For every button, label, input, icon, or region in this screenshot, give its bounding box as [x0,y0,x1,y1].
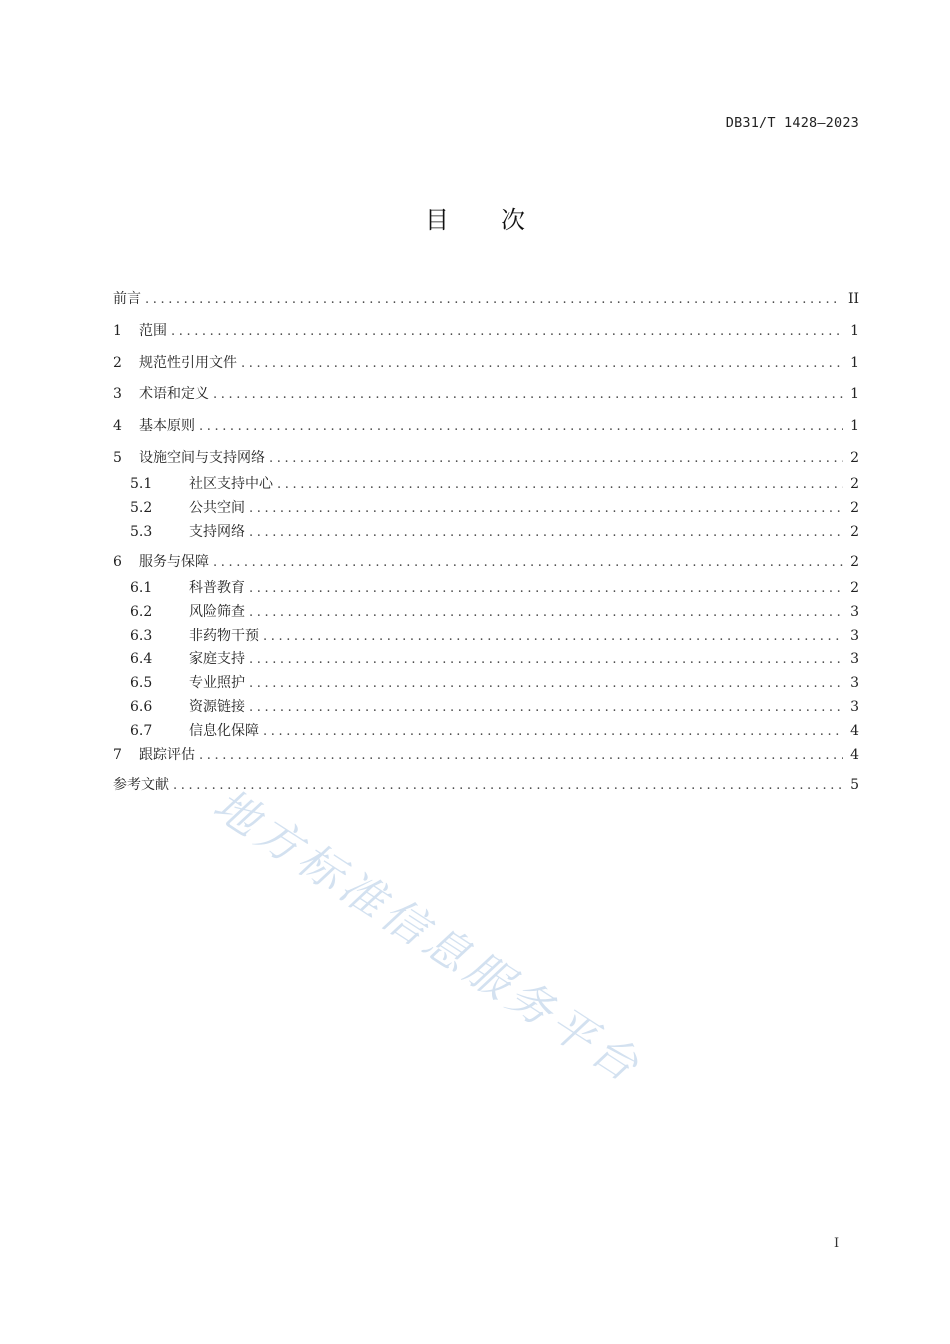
toc-entry-page: II [847,291,859,307]
toc-entry[interactable] [113,745,859,765]
toc-entry[interactable] [113,321,859,341]
toc-dot-leader [249,603,843,623]
toc-entry-page: 4 [850,723,859,739]
toc-entry[interactable] [113,353,859,373]
toc-entry-page: 2 [850,580,859,596]
toc-entry-label: 参考文献 [113,777,169,793]
toc-dot-leader [263,627,843,647]
toc-entry-page: 2 [850,476,859,492]
toc-entry-number: 5.3 [130,524,153,540]
toc-entry-label: 基本原则 [139,418,195,434]
toc-entry-page: 2 [850,500,859,516]
toc-entry[interactable] [113,448,859,468]
toc-dot-leader [173,776,843,796]
toc-entry-label: 社区支持中心 [189,476,273,492]
toc-entry-label: 专业照护 [189,675,245,691]
toc-dot-leader [241,354,843,374]
toc-dot-leader [249,698,843,718]
toc-dot-leader [249,674,843,694]
toc-entry-page: 1 [850,355,859,371]
toc-entry-number: 1 [113,323,122,339]
toc-dot-leader [199,746,843,766]
page-title: 目次 [425,206,577,234]
toc-entry-label: 支持网络 [189,524,245,540]
toc-entry-number: 6.2 [130,604,153,620]
toc-entry-page: 3 [850,699,859,715]
toc-entry-page: 3 [850,604,859,620]
toc-entry-label: 风险筛查 [189,604,245,620]
toc-dot-leader [199,417,843,437]
toc-entry-page: 4 [850,747,859,763]
toc-entry-number: 5.2 [130,500,153,516]
toc-dot-leader [269,449,843,469]
toc-entry-number: 6.1 [130,580,153,596]
toc-entry-number: 6 [113,554,122,570]
toc-dot-leader [249,499,843,519]
toc-entry[interactable] [113,498,859,518]
page-number: I [834,1236,840,1251]
toc-entry[interactable] [113,522,859,542]
watermark: 地方标准信息服务平台 [204,779,652,1095]
toc-entry-number: 6.5 [130,675,153,691]
toc-entry-label: 跟踪评估 [139,747,195,763]
toc-entry-page: 3 [850,675,859,691]
toc-entry[interactable] [113,602,859,622]
toc-dot-leader [249,523,843,543]
toc-entry-label: 信息化保障 [189,723,259,739]
toc-entry-page: 2 [850,524,859,540]
toc-entry-number: 6.7 [130,723,153,739]
toc-dot-leader [249,579,843,599]
toc-dot-leader [277,475,843,495]
toc-entry-label: 术语和定义 [139,386,209,402]
toc-entry[interactable] [113,289,859,309]
toc-entry-number: 3 [113,386,122,402]
toc-entry-page: 1 [850,386,859,402]
toc-entry-page: 3 [850,628,859,644]
toc-entry-label: 家庭支持 [189,651,245,667]
toc-entry-page: 1 [850,418,859,434]
toc-entry-number: 6.4 [130,651,153,667]
toc-entry[interactable] [113,474,859,494]
toc-entry-page: 5 [850,777,859,793]
document-code: DB31/T 1428—2023 [725,115,859,131]
toc-entry-number: 2 [113,355,122,371]
toc-entry[interactable] [113,416,859,436]
toc-entry-label: 设施空间与支持网络 [139,450,265,466]
toc-entry-label: 公共空间 [189,500,245,516]
toc-entry-label: 规范性引用文件 [139,355,237,371]
toc-entry-page: 2 [850,554,859,570]
toc-entry-label: 科普教育 [189,580,245,596]
toc-entry-number: 5 [113,450,122,466]
toc-entry-number: 7 [113,747,122,763]
toc-entry-number: 6.3 [130,628,153,644]
toc-entry-number: 6.6 [130,699,153,715]
toc-entry-label: 资源链接 [189,699,245,715]
toc-entry-page: 2 [850,450,859,466]
toc-entry-label: 服务与保障 [139,554,209,570]
toc-entry-page: 1 [850,323,859,339]
toc-entry[interactable] [113,775,859,795]
toc-dot-leader [213,553,843,573]
toc-dot-leader [249,650,843,670]
toc-entry[interactable] [113,697,859,717]
toc-entry[interactable] [113,649,859,669]
toc-entry[interactable] [113,721,859,741]
toc-dot-leader [213,385,843,405]
toc-dot-leader [263,722,843,742]
toc-entry[interactable] [113,384,859,404]
toc-entry-number: 5.1 [130,476,153,492]
toc-dot-leader [145,290,842,310]
toc-dot-leader [171,322,843,342]
toc-entry-label: 前言 [113,291,141,307]
toc-entry[interactable] [113,673,859,693]
toc-entry-label: 范围 [139,323,167,339]
toc-entry[interactable] [113,626,859,646]
toc-entry-label: 非药物干预 [189,628,259,644]
toc-entry-page: 3 [850,651,859,667]
toc-entry[interactable] [113,552,859,572]
toc-entry[interactable] [113,578,859,598]
toc-entry-number: 4 [113,418,122,434]
